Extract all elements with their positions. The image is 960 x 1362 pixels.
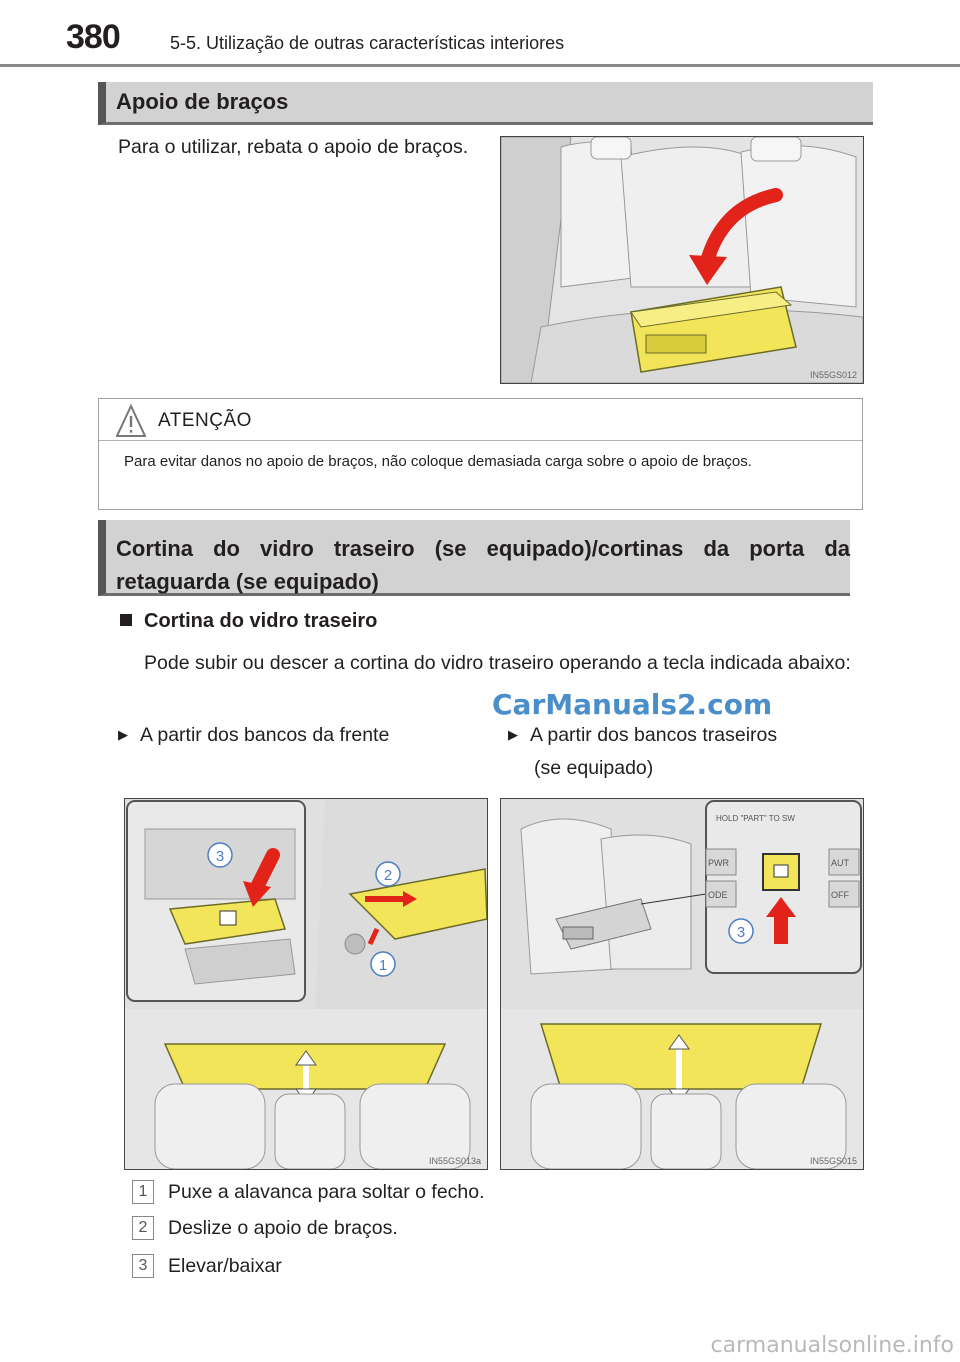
warning-title: ATENÇÃO (158, 410, 252, 431)
panel-left2-label: ODE (708, 890, 728, 900)
panel-right1-label: AUT (831, 858, 849, 868)
curtains-heading-line1: Cortina do vidro traseiro (se equipado)/cortinas da porta da (116, 536, 850, 561)
legend-text: Deslize o apoio de braços. (168, 1217, 398, 1239)
rear-curtain-subheading (120, 610, 377, 633)
legend-item (132, 1254, 282, 1278)
figure-code: IN55GS013a (428, 1156, 481, 1166)
panel-top-label: HOLD "PART" TO SW (716, 814, 795, 823)
panel-left1-label: PWR (708, 858, 729, 868)
warning-text: Para evitar danos no apoio de braços, não coloque demasiada carga sobre o apoio de braços. (124, 453, 752, 470)
figure-code: IN55GS015 (809, 1156, 857, 1166)
curtains-heading-line2: retaguarda (se equipado) (116, 569, 379, 594)
legend-item (132, 1216, 398, 1240)
bullet-front (118, 718, 389, 752)
rear-seat-illustration (501, 799, 863, 1169)
legend-text: Elevar/baixar (168, 1255, 282, 1277)
legend-item (132, 1180, 485, 1204)
page-number: 380 (66, 18, 120, 56)
svg-text:2: 2 (383, 867, 393, 884)
legend-number: 2 (132, 1216, 154, 1240)
legend-number: 1 (132, 1180, 154, 1204)
bullet-rear-note: (se equipado) (534, 757, 654, 779)
triangle-bullet-icon: ▶ (508, 727, 518, 742)
svg-text:3: 3 (215, 848, 225, 865)
square-bullet-icon (120, 614, 132, 626)
front-seat-figure (124, 798, 488, 1170)
bullet-rear (508, 718, 777, 752)
curtains-heading (98, 520, 850, 596)
warning-divider (99, 440, 862, 441)
rear-seat-figure (500, 798, 864, 1170)
section-header: 5-5. Utilização de outras características interiores (170, 33, 565, 53)
footer-watermark: carmanualsonline.info (710, 1333, 954, 1358)
figure-code: IN55GS012 (809, 370, 857, 380)
armrest-figure (500, 136, 864, 384)
legend-number: 3 (132, 1254, 154, 1278)
armrest-heading: Apoio de braços (98, 82, 873, 125)
armrest-text: Para o utilizar, rebata o apoio de braços. (118, 136, 469, 158)
watermark: CarManuals2.com (492, 688, 773, 721)
legend-text: Puxe a alavanca para soltar o fecho. (168, 1181, 485, 1203)
armrest-illustration (501, 137, 863, 383)
bullet-front-text: A partir dos bancos da frente (140, 724, 390, 746)
rear-curtain-text: Pode subir ou descer a cortina do vidro traseiro operando a tecla indicada abaixo: (144, 652, 851, 674)
triangle-bullet-icon: ▶ (118, 727, 128, 742)
bullet-rear-text: A partir dos bancos traseiros (530, 724, 778, 746)
rear-curtain-subheading-text: Cortina do vidro traseiro (144, 610, 378, 632)
svg-text:3: 3 (736, 924, 746, 941)
warning-icon (116, 404, 146, 443)
panel-right2-label: OFF (831, 890, 849, 900)
front-seat-illustration (125, 799, 487, 1169)
svg-text:1: 1 (378, 957, 388, 974)
header-rule (0, 64, 960, 67)
